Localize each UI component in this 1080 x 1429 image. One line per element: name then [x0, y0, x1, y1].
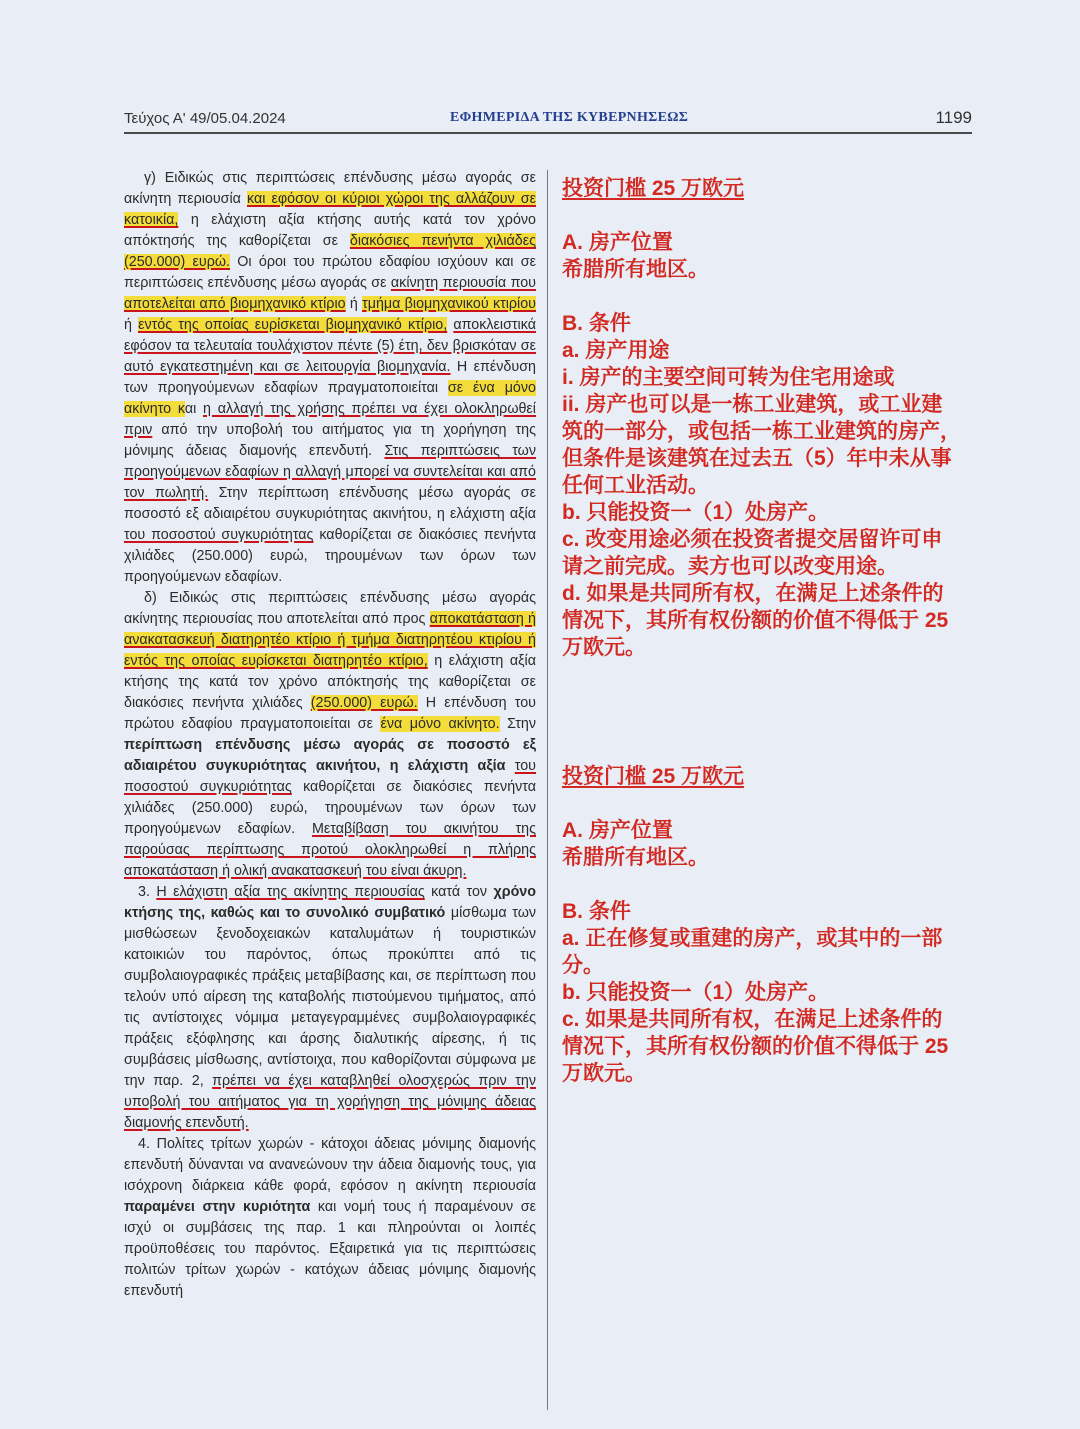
greek-law-text	[124, 168, 536, 1302]
marked-text: Στις περιπτώσεις των προηγούμενων εδαφίων η αλλαγή μπορεί να συντελείται και από τον πωλητή.	[124, 443, 536, 501]
text-run: από την υποβολή του αιτήματος για τη χορήγηση της μόνιμης άδειας διαμονής επενδυτή.	[124, 422, 536, 459]
condition-line: d. 如果是共同所有权，在满足上述条件的情况下，其所有权份额的价值不得低于 25 万欧元。	[562, 582, 949, 659]
text-run: 3.	[138, 884, 157, 900]
marked-text: (250.000) ευρώ.	[310, 695, 418, 711]
paragraph-gamma	[124, 168, 536, 588]
condition-line: ii. 房产也可以是一栋工业建筑，或工业建筑的一部分，或包括一栋工业建筑的房产，但条件是该建筑在过去五（5）年中未从事任何工业活动。	[562, 393, 961, 497]
text-run: Η επένδυση των προηγούμενων εδαφίων πραγματοποιείται	[124, 359, 536, 396]
translation-note-2	[562, 763, 962, 1087]
gazette-title: ΕΦΗΜΕΡΙΔΑ ΤΗΣ ΚΥΒΕΡΝΗΣΕΩΣ	[450, 110, 689, 125]
text-run: Οι όροι του πρώτου εδαφίου ισχύουν και σε περιπτώσεις επένδυσης μέσω αγοράς σε	[124, 254, 536, 291]
text-run: η ελάχιστη αξία κτήσης αυτής κατά τον χρόνο απόκτησής της καθορίζεται σε	[124, 212, 536, 249]
paragraph-delta	[124, 588, 536, 882]
text-run	[505, 758, 514, 774]
marked-text: η αλλαγή της χρήσης πρέπει να έχει ολοκληρωθεί πριν	[124, 401, 536, 438]
conditions-heading: B. 条件	[562, 900, 631, 923]
condition-line: a. 房产用途	[562, 339, 670, 362]
marked-text: αποτελείται από βιομηχανικό κτίριο	[124, 296, 346, 312]
marked-text: του ποσοστού συγκυριότητας	[124, 758, 536, 795]
marked-text: αποκλειστικά εφόσον τα τελευταία τουλάχιστον πέντε (5) έτη, δεν βρισκόταν σε αυτό εγκατεστημένη και σε λειτουργία βιομηχανία.	[124, 317, 536, 375]
text-run: Στην περίπτωση επένδυσης μέσω αγοράς σε ποσοστό εξ αδιαιρέτου συγκυριότητας ακινήτου, η ελάχιστη αξία	[124, 485, 536, 522]
paragraph-3	[124, 882, 536, 1134]
location-heading: A. 房产位置	[562, 819, 673, 842]
marked-text: χρόνο κτήσης της, καθώς και το συνολικό συμβατικό	[124, 884, 536, 921]
page-header	[124, 106, 972, 134]
text-run: αι	[184, 401, 204, 417]
marked-text: Μεταβίβαση του ακινήτου της παρούσας περίπτωσης προτού ολοκληρωθεί η πλήρης αποκατάσταση ή ολική ανακατασκευή του είναι άκυρη.	[124, 821, 536, 879]
paragraph-4	[124, 1134, 536, 1302]
condition-line: i. 房产的主要空间可转为住宅用途或	[562, 366, 895, 389]
text-run: η ελάχιστη αξία κτήσης της κατά τον χρόνο απόκτησής της καθορίζεται σε διακόσιες πενήντα χιλιάδες	[124, 653, 536, 711]
marked-text: διακόσιες πενήντα χιλιάδες (250.000) ευρώ.	[124, 233, 536, 270]
text-run: δ) Ειδικώς στις περιπτώσεις επένδυσης μέσω αγοράς ακίνητης περιουσίας που αποτελείται από προς	[124, 590, 536, 627]
text-run: κατά τον	[424, 884, 494, 900]
issue-number: Τεύχος Α' 49/05.04.2024	[124, 110, 286, 127]
marked-text: εντός της οποίας ευρίσκεται βιομηχανικό κτίριο,	[138, 317, 448, 333]
location-text: 希腊所有地区。	[562, 258, 709, 281]
text-run: ή	[124, 317, 139, 333]
translation-note-1	[562, 175, 962, 661]
marked-text: και εφόσον οι κύριοι χώροι της αλλάζουν σε κατοικία,	[124, 191, 536, 228]
header-rule	[124, 132, 972, 134]
text-run: Η επένδυση του πρώτου εδαφίου πραγματοποιείται σε	[124, 695, 536, 732]
text-run: και νομή τους ή παραμένουν σε ισχύ οι συμβάσεις της παρ. 1 και πληρούνται οι λοιπές προϋποθέσεις του παρόντος. Εξαιρετικά για τις περιπτώσεις πολιτών τρίτων χωρών - κατόχων άδειας μόνιμης διαμονής επενδυτή	[124, 1199, 537, 1299]
marked-text: σε ένα μόνο ακίνητο κ	[124, 380, 536, 417]
condition-line: c. 如果是共同所有权，在满足上述条件的情况下，其所有权份额的价值不得低于 25 万欧元。	[562, 1008, 949, 1085]
marked-text: ακίνητη περιουσία που	[390, 275, 536, 291]
note-title: 投资门槛 25 万欧元	[562, 765, 745, 788]
page-number: 1199	[935, 108, 972, 127]
marked-text: Η ελάχιστη αξία της ακίνητης περιουσίας	[156, 884, 425, 900]
marked-text: ένα μόνο ακίνητο.	[380, 716, 500, 732]
marked-text: πρέπει να έχει καταβληθεί ολοσχερώς πριν την υποβολή του αιτήματος για τη χορήγηση της μόνιμης άδειας διαμονής επενδυτή.	[124, 1073, 536, 1131]
text-run: καθορίζεται σε διακόσιες πενήντα χιλιάδες (250.000) ευρώ, τηρουμένων των όρων των προηγούμενων εδαφίων.	[124, 527, 536, 585]
marked-text: παραμένει στην κυριότητα	[124, 1199, 311, 1215]
condition-line: b. 只能投资一（1）处房产。	[562, 501, 830, 524]
text-run: καθορίζεται σε διακόσιες πενήντα χιλιάδες (250.000) ευρώ, τηρουμένων των όρων των προηγούμενων εδαφίων.	[124, 779, 537, 837]
marked-text: τμήμα βιομηχανικού κτιρίου	[362, 296, 536, 312]
marked-text: αποκατάσταση ή ανακατασκευή διατηρητέο κτίριο ή τμήμα διατηρητέου κτιρίου ή εντός της οποίας ευρίσκεται διατηρητέο κτίριο,	[124, 611, 536, 669]
text-run: μίσθωμα των μισθώσεων ξενοδοχειακών καταλυμάτων ή τουριστικών κατοικιών του παρόντος, όπως προκύπτει από τις συμβολαιογραφικές πράξεις μεταβίβασης και, σε περίπτωση που τελούν υπό αίρεση της καταβολής πιστούμενου τιμήματος, από τις αντίστοιχες νόμιμα μεταγεγραμμένες συμβολαιογραφικές πράξεις εξόφλησης και άρσης διαλυτικής αίρεσης, ή τις συμβάσεις μίσθωσης, αντίστοιχα, που καθορίζονται σύμφωνα με την παρ. 2,	[124, 905, 536, 1089]
column-divider	[547, 170, 548, 1410]
conditions-heading: B. 条件	[562, 312, 631, 335]
condition-line: b. 只能投资一（1）处房产。	[562, 981, 830, 1004]
text-run: Στην	[499, 716, 537, 732]
note-title: 投资门槛 25 万欧元	[562, 177, 745, 200]
location-heading: A. 房产位置	[562, 231, 673, 254]
marked-text: του ποσοστού συγκυριότητας	[124, 527, 314, 543]
location-text: 希腊所有地区。	[562, 846, 709, 869]
text-run: γ) Ειδικώς στις περιπτώσεις επένδυσης μέσω αγοράς σε ακίνητη περιουσία	[124, 170, 536, 207]
marked-text: περίπτωση επένδυσης μέσω αγοράς σε ποσοστό εξ αδιαιρέτου συγκυριότητας ακινήτου, η ελάχιστη αξία	[124, 737, 536, 774]
condition-line: c. 改变用途必须在投资者提交居留许可申请之前完成。卖方也可以改变用途。	[562, 528, 943, 578]
text-run: ή	[345, 296, 363, 312]
text-run: 4. Πολίτες τρίτων χωρών - κάτοχοι άδειας μόνιμης διαμονής επενδυτή δύνανται να ανανεώνουν την άδεια διαμονής τους, για ισόχρονη διάρκεια κάθε φορά, εφόσον η ακίνητη περιουσία	[124, 1136, 536, 1194]
condition-line: a. 正在修复或重建的房产，或其中的一部分。	[562, 927, 943, 977]
